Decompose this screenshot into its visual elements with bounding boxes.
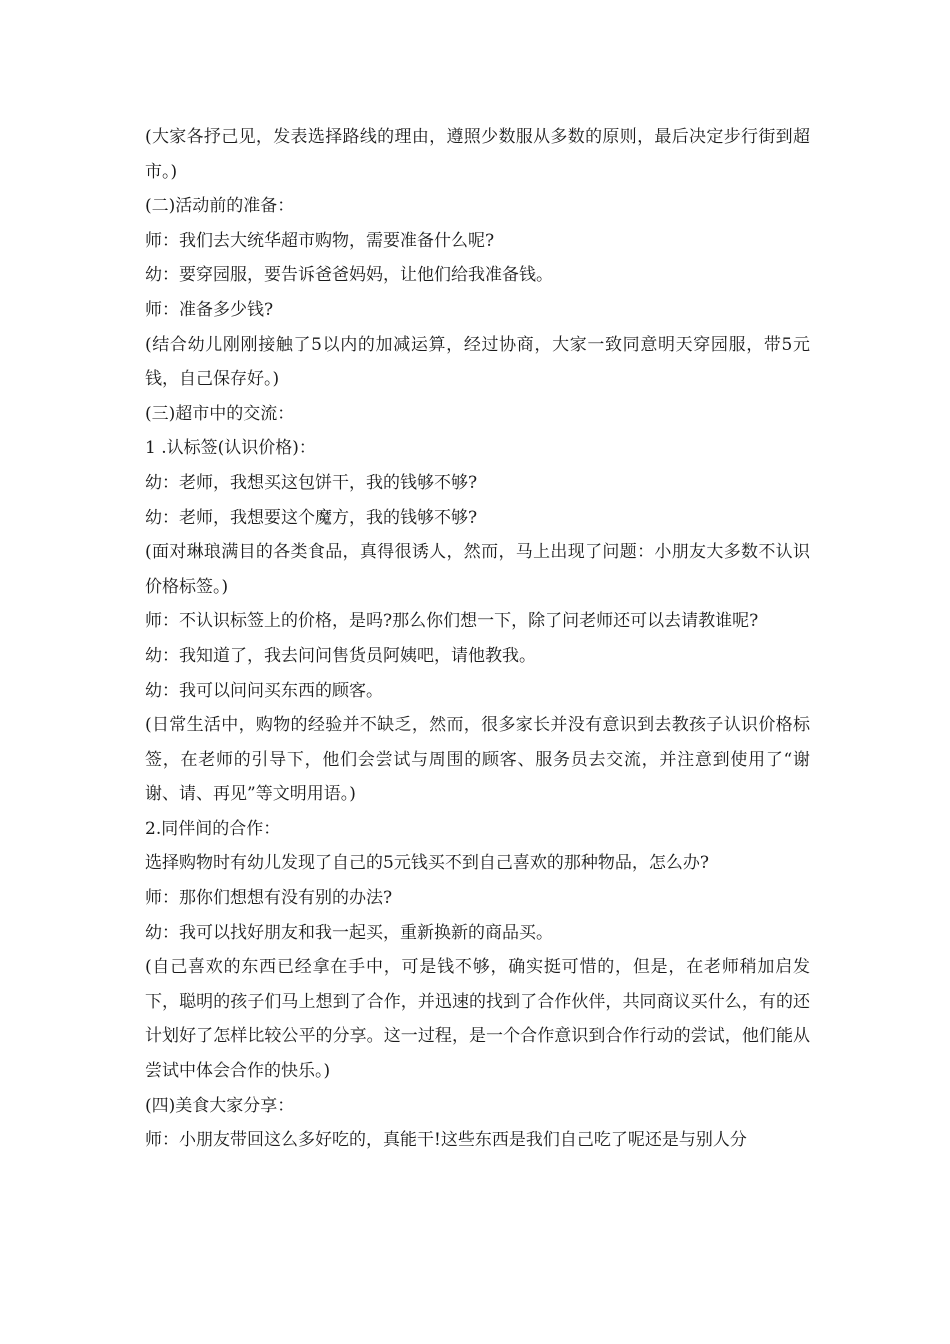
dialogue-line: 幼：老师，我想买这包饼干，我的钱够不够? [145,472,478,493]
subheading-price-labels: 1 .认标签(认识价格)： [145,438,316,459]
dialogue-line: 幼：要穿园服，要告诉爸爸妈妈，让他们给我准备钱。 [145,265,553,286]
paragraph-route-discussion: (大家各抒己见，发表选择路线的理由，遵照少数服从多数的原则，最后决定步行街到超市。) [145,127,810,182]
subheading-peer-cooperation: 2.同伴间的合作： [145,818,281,839]
paragraph-note: (结合幼儿刚刚接触了5以内的加减运算，经过协商，大家一致同意明天穿园服，带5元钱，自己保存好。) [145,334,810,390]
dialogue-line: 师：那你们想想有没有别的办法? [145,888,393,909]
dialogue-line: 幼：我可以找好朋友和我一起买，重新换新的商品买。 [145,922,553,943]
dialogue-line: 师：不认识标签上的价格，是吗?那么你们想一下，除了问老师还可以去请教谁呢? [145,611,759,632]
paragraph-note: (自己喜欢的东西已经拿在手中，可是钱不够，确实挺可惜的，但是，在老师稍加启发下，聪明的孩子们马上想到了合作，并迅速的找到了合作伙伴，共同商议买什么，有的还计划好了怎样比较公平的分享。这一过程，是一个合作意识到合作行动的尝试，他们能从尝试中体会合作的快乐。) [145,957,810,1082]
document-body [145,120,810,1158]
paragraph-note: (面对琳琅满目的各类食品，真得很诱人，然而，马上出现了问题：小朋友大多数不认识价格标签。) [145,542,810,597]
dialogue-line: 幼：我可以问问买东西的顾客。 [145,680,383,701]
dialogue-line: 幼：我知道了，我去问问售货员阿姨吧，请他教我。 [145,645,536,666]
dialogue-line: 幼：老师，我想要这个魔方，我的钱够不够? [145,507,478,528]
heading-supermarket-exchange: (三)超市中的交流： [145,403,295,424]
heading-preparation: (二)活动前的准备： [145,196,295,217]
dialogue-line: 师：准备多少钱? [145,299,274,320]
paragraph-text: 选择购物时有幼儿发现了自己的5元钱买不到自己喜欢的那种物品，怎么办? [145,853,709,874]
heading-food-sharing: (四)美食大家分享： [145,1095,295,1116]
paragraph-note: (日常生活中，购物的经验并不缺乏，然而，很多家长并没有意识到去教孩子认识价格标签，在老师的引导下，他们会尝试与周围的顾客、服务员去交流，并注意到使用了“谢谢、请、再见”等文明用语。) [145,715,810,805]
dialogue-line: 师：我们去大统华超市购物，需要准备什么呢? [145,230,495,251]
dialogue-line: 师：小朋友带回这么多好吃的，真能干!这些东西是我们自己吃了呢还是与别人分 [145,1130,747,1151]
